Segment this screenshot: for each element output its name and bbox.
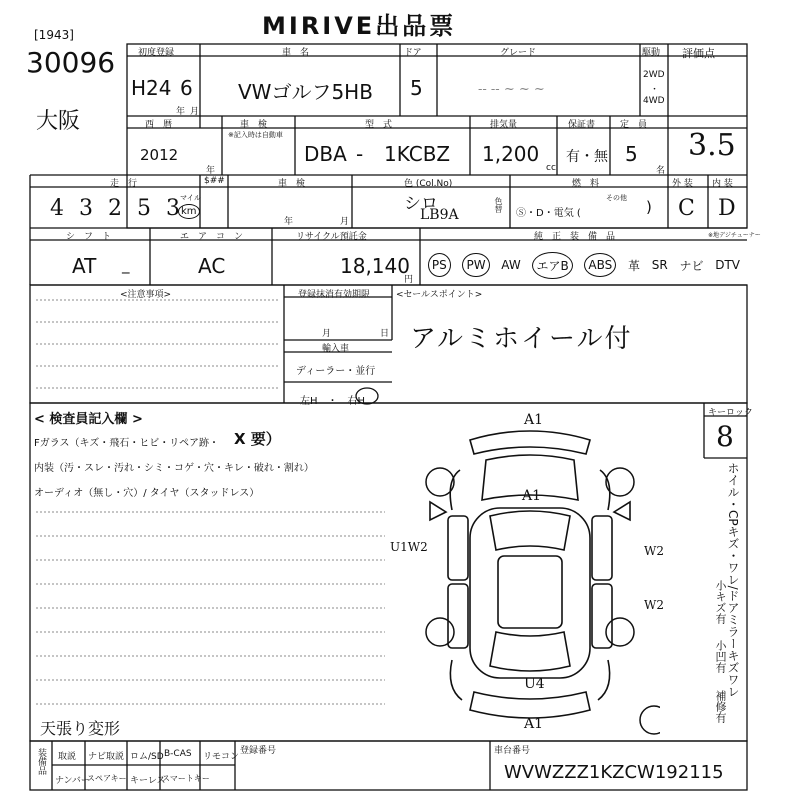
shift-value: AT [72, 254, 97, 278]
item-rom-sd: ロム/SD [130, 752, 164, 762]
legend-wheel: ホイル・CPキズ・ワレ/ドアミラーキズワレ [726, 462, 740, 698]
mark-left-front: U1W2 [390, 540, 428, 554]
exterior-grade: C [678, 196, 695, 221]
label-mileage: 走 行 [110, 179, 138, 189]
label-aircon: エ ア コ ン [180, 232, 244, 242]
chassis-number: WVWZZZ1KZCW192115 [504, 762, 724, 783]
displacement-value: 1,200 [482, 142, 540, 166]
item-remote: リモコン [203, 752, 240, 762]
label-car-name: 車 名 [282, 48, 310, 58]
mark-right-front: W2 [644, 544, 664, 558]
equipment-item: エアB [532, 252, 572, 279]
unit-month: 月 [190, 107, 200, 117]
mark-hood: A1 [522, 488, 542, 504]
insp-year-unit: 年 [284, 217, 294, 227]
label-interior: 内 装 [712, 179, 733, 189]
mark-front-bumper: A1 [524, 412, 544, 428]
item-bcas: B-CAS [164, 749, 192, 759]
model-dash: - [356, 142, 364, 166]
lot-number: 30096 [26, 46, 116, 79]
label-displacement: 排気量 [490, 120, 518, 130]
item-plate: ナンバー [55, 776, 90, 786]
label-exterior: 外 装 [672, 179, 693, 189]
label-drive: 駆動 [642, 48, 661, 58]
label-year: 西 暦 [145, 120, 173, 130]
label-chassis: 車台番号 [494, 746, 531, 756]
mileage-digit: 3 [79, 196, 93, 221]
label-first-reg: 初度登録 [138, 48, 175, 58]
label-shift: シ フ ト [66, 232, 112, 242]
mark-right-rear: W2 [644, 598, 664, 612]
label-door: ドア [404, 48, 422, 58]
label-fuel: 燃 料 [572, 179, 600, 189]
capacity-unit: 名 [656, 166, 666, 176]
reg-month-unit: 月 [322, 329, 332, 339]
label-import: 輸入車 [322, 344, 350, 354]
drive-2wd: 2WD [643, 70, 665, 80]
mileage-digit: 3 [166, 196, 180, 221]
equipment-item: SR [651, 258, 668, 272]
equipment-item: ナビ [679, 258, 704, 273]
year-unit: 年 [206, 166, 216, 176]
label-inspection: 車 検 [240, 120, 268, 130]
unit-year: 年 [176, 107, 186, 117]
legend-repair: 補修有 [714, 690, 727, 723]
mileage-digit: 2 [108, 196, 122, 221]
item-spare-key: スペアキー [87, 774, 127, 783]
shift-dash: _ [122, 256, 130, 274]
equipment-item: AW [501, 258, 521, 272]
warranty-value: 有・無 [566, 149, 608, 165]
roof-note: 天張り変形 [40, 719, 121, 738]
item-nav-manual: ナビ取説 [88, 752, 125, 762]
year-value: 2012 [140, 146, 179, 164]
label-equipment: 純 正 装 備 品 [534, 232, 616, 242]
capacity-value: 5 [625, 142, 638, 166]
label-dtv: ※地デジチューナー [708, 232, 761, 239]
color-code: LB9A [420, 207, 459, 223]
color-value: シロ [404, 194, 438, 214]
mark-rear-bumper: A1 [524, 716, 544, 732]
venue: 大阪 [36, 109, 81, 134]
legend-small-scratch: 小キズ有 [714, 580, 727, 624]
mileage-digit: 5 [137, 196, 151, 221]
mark-rear: U4 [524, 676, 545, 692]
mileage-unit-mile: マイル [180, 194, 201, 202]
audio-tire-line: オーディオ（無し・穴）/ タイヤ（スタッドレス） [34, 488, 260, 499]
keylock-value: 8 [716, 420, 734, 453]
equipment-item: PS [428, 253, 451, 277]
fuel-close: ) [646, 198, 652, 216]
handle-side: 左H ・ 右H [300, 396, 366, 407]
drive-dot: ・ [650, 85, 660, 95]
color-change: 色替 [494, 197, 503, 213]
displacement-unit: cc [546, 163, 556, 173]
car-name: VWゴルフ5HB [238, 80, 373, 104]
glass-x-required: X 要） [234, 430, 281, 448]
legend-small-dent: 小凹有 [714, 640, 727, 673]
equipment-item: DTV [715, 258, 740, 272]
insp-month-unit: 月 [340, 217, 350, 227]
label-sales-point: <セールスポイント> [396, 290, 483, 300]
recycle-unit: 円 [404, 275, 414, 285]
recycle-value: 18,140 [340, 254, 410, 278]
reg-month: 6 [180, 76, 193, 100]
sheet-title: MIRIVE出品票 [262, 12, 457, 40]
mileage-digits [50, 196, 180, 221]
lot-tag: [1943] [34, 28, 74, 42]
label-model: 型 式 [365, 120, 393, 130]
fuel-other: その他 [606, 194, 627, 202]
reg-day-unit: 日 [380, 329, 390, 339]
model-prefix: DBA [304, 142, 347, 166]
reg-era: H24 [131, 76, 172, 100]
sales-point-text: アルミホイール付 [410, 324, 633, 354]
item-smart-key: スマートキー [162, 774, 210, 783]
label-caution: <注意事項> [120, 290, 172, 300]
label-reg-number: 登録番号 [240, 746, 277, 756]
equipment-item: 革 [628, 258, 641, 273]
equipment-list [422, 250, 746, 280]
equipment-item: ABS [584, 253, 616, 277]
mileage-unit-km: km [178, 204, 200, 219]
label-keylock: キーロック [708, 408, 753, 418]
score-value: 3.5 [688, 128, 736, 163]
model-code: 1KCBZ [384, 142, 451, 166]
label-grade: グレード [500, 48, 537, 58]
label-warranty: 保証書 [568, 120, 596, 130]
label-items: 装備品 [36, 748, 46, 775]
label-recycle: リサイクル預託金 [296, 232, 367, 242]
drive-4wd: 4WD [643, 96, 665, 106]
equipment-item: PW [462, 253, 489, 277]
glass-line: Fガラス（キズ・飛石・ヒビ・リペア跡・ [34, 438, 220, 449]
right-hand-circle [354, 386, 380, 406]
label-reg-expiry: 登録抹消有効期限 [298, 290, 371, 300]
item-keyless: キーレス [130, 776, 166, 786]
label-inspection: < 検査員記入欄 > [34, 412, 143, 427]
label-sdm: $## [204, 176, 225, 186]
label-score: 評価点 [682, 47, 715, 60]
grade-scribble: -- -- ~ ~ ~ [478, 82, 545, 97]
label-capacity: 定 員 [620, 120, 648, 130]
mileage-digit: 4 [50, 196, 64, 221]
label-inspection-date: 車 検 [278, 179, 306, 189]
item-manual: 取説 [58, 752, 77, 762]
aircon-value: AC [198, 254, 226, 278]
fuel-value: Ⓢ・D・電気 ( [516, 208, 581, 219]
label-reg-note: ※記入時は自動車 [228, 131, 283, 139]
door-count: 5 [410, 76, 423, 100]
label-color: 色 (Col.No) [404, 179, 453, 189]
interior-line: 内装（汚・スレ・汚れ・シミ・コゲ・穴・キレ・破れ・割れ） [34, 463, 314, 474]
dealer-parallel: ディーラー・並行 [296, 366, 376, 377]
interior-grade: D [718, 196, 736, 221]
